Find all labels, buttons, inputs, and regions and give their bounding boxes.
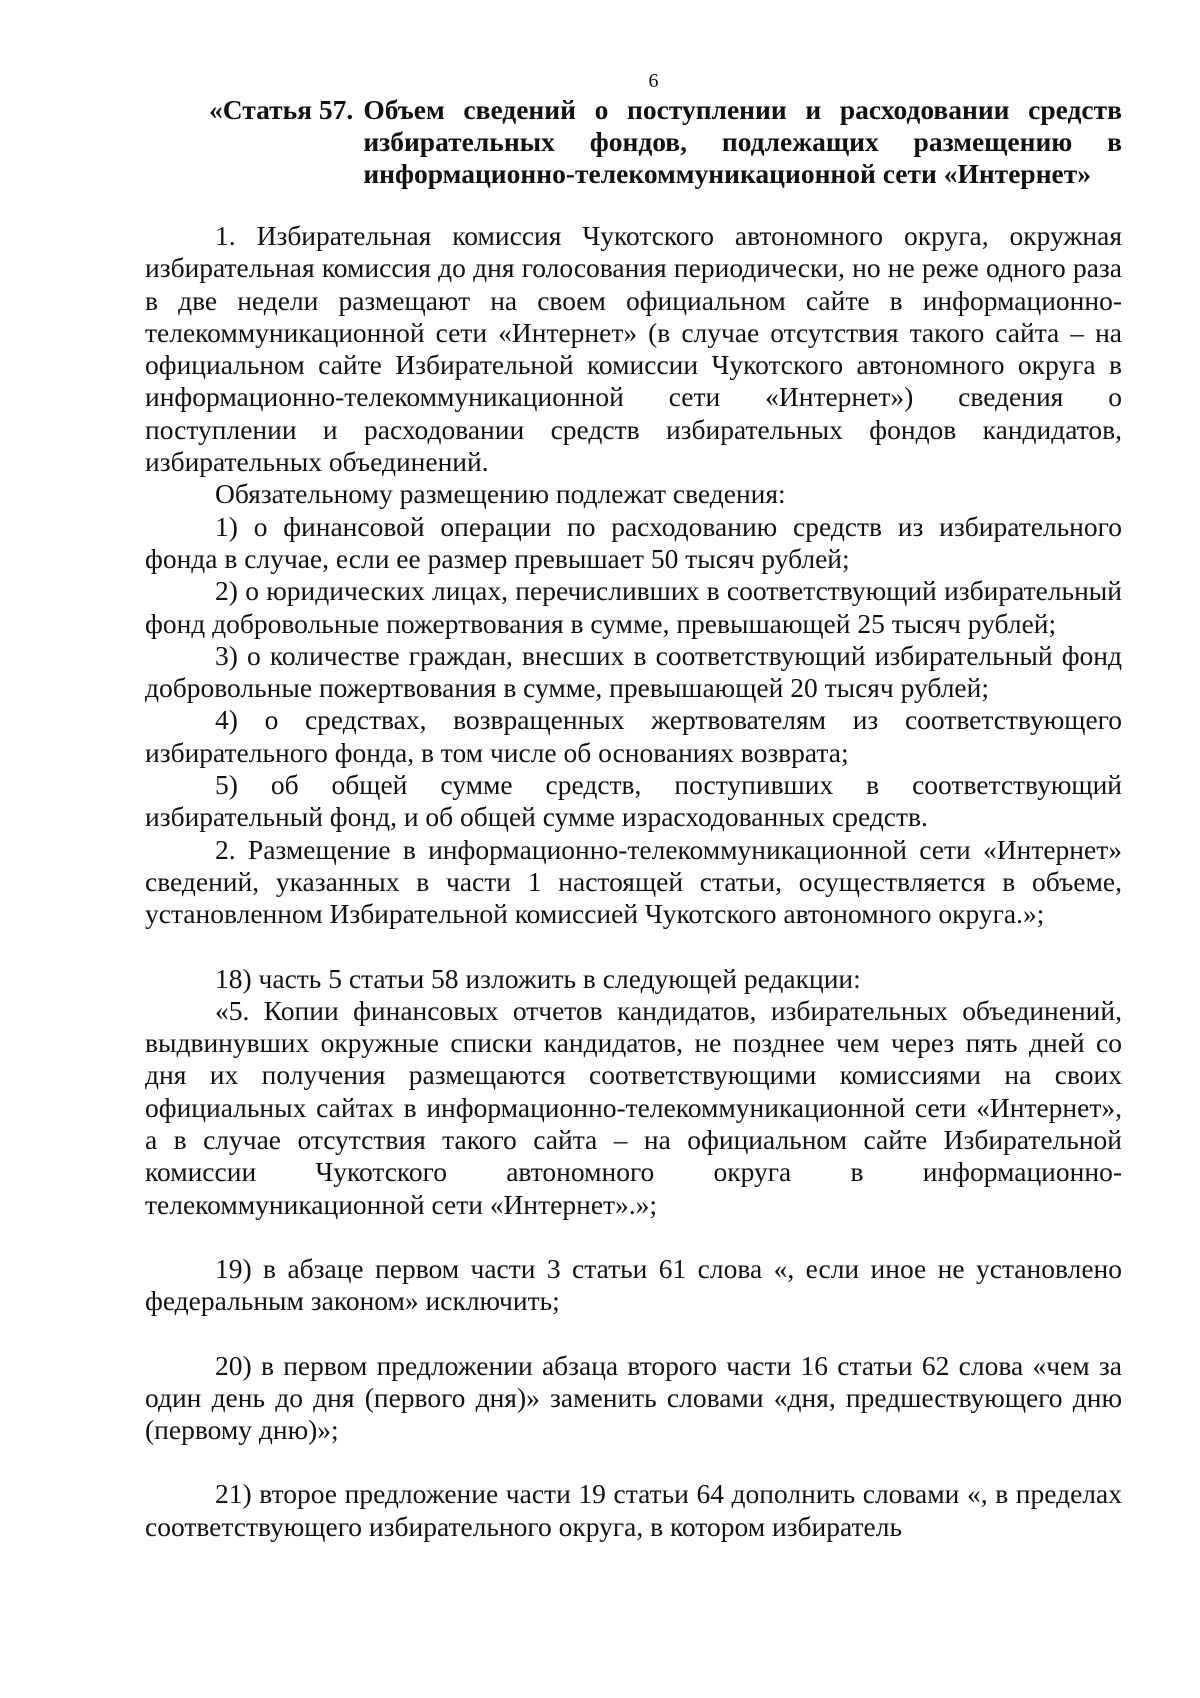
document-page: [145, 70, 1122, 1543]
paragraph-spacer: [145, 931, 1122, 963]
paragraph-spacer: [145, 1446, 1122, 1478]
list-item-1: 1) о финансовой операции по расходованию средств из избирательного фонда в случае, если ее размер превышает 50 тысяч рублей;: [145, 510, 1122, 574]
list-item-2: 2) о юридических лицах, перечисливших в соответствующий избирательный фонд добровольные пожертвования в сумме, превышающей 25 тысяч рублей;: [145, 575, 1122, 639]
amendment-20: 20) в первом предложении абзаца второго части 16 статьи 62 слова «чем за один день до дня (первого дня)» заменить словами «дня, предшествующего дню (первому дню)»;: [145, 1349, 1122, 1446]
article-title: Объем сведений о поступлении и расходовании средств избирательных фондов, подлежащих размещению в информационно-телекоммуникационной сети «Интернет»: [363, 94, 1122, 189]
amendment-18-text: «5. Копии финансовых отчетов кандидатов, избирательных объединений, выдвинувших окружные списки кандидатов, не позднее чем через пять дней со дня их получения размещаются соответствующими комиссиями на своих официальных сайтах в информационно-телекоммуникационной сети «Интернет», а в случае отсутствия такого сайта – на официальном сайте Избирательной комиссии Чукотского автономного округа в информационно-телекоммуникационной сети «Интернет».»;: [145, 994, 1122, 1220]
article-heading: [209, 94, 1122, 190]
article-number: «Статья 57.: [209, 94, 354, 125]
list-item-5: 5) об общей сумме средств, поступивших в соответствующий избирательный фонд, и об общей сумме израсходованных средств.: [145, 769, 1122, 833]
paragraph-spacer: [145, 1221, 1122, 1253]
paragraph-spacer: [145, 1318, 1122, 1350]
amendment-21: 21) второе предложение части 19 статьи 64 дополнить словами «, в пределах соответствующего избирательного округа, в котором избиратель: [145, 1478, 1122, 1542]
paragraph-part-2: 2. Размещение в информационно-телекоммуникационной сети «Интернет» сведений, указанных в части 1 настоящей статьи, осуществляется в объеме, установленном Избирательной комиссией Чукотского автономного округа.»;: [145, 833, 1122, 930]
list-item-4: 4) о средствах, возвращенных жертвователям из соответствующего избирательного фонда, в том числе об основаниях возврата;: [145, 704, 1122, 768]
list-item-3: 3) о количестве граждан, внесших в соответствующий избирательный фонд добровольные пожертвования в сумме, превышающей 20 тысяч рублей;: [145, 639, 1122, 704]
amendment-18: 18) часть 5 статьи 58 изложить в следующей редакции:: [215, 962, 861, 994]
paragraph-part-1: 1. Избирательная комиссия Чукотского автономного округа, окружная избирательная комиссия до дня голосования периодически, но не реже одного раза в две недели размещают на своем официальном сайте в информационно-телекоммуникационной сети «Интернет» (в случае отсутствия такого сайта – на официальном сайте Избирательной комиссии Чукотского автономного округа в информационно-телекоммуникационной сети «Интернет») сведения о поступлении и расходовании средств избирательных фондов кандидатов, избирательных объединений.: [145, 220, 1122, 478]
page-number: 6: [648, 70, 659, 92]
amendment-19: 19) в абзаце первом части 3 статьи 61 слова «, если иное не установлено федеральным законом» исключить;: [145, 1252, 1122, 1317]
paragraph-mandatory-intro: Обязательному размещению подлежат сведения:: [215, 478, 786, 510]
document-body: [145, 220, 1122, 1543]
